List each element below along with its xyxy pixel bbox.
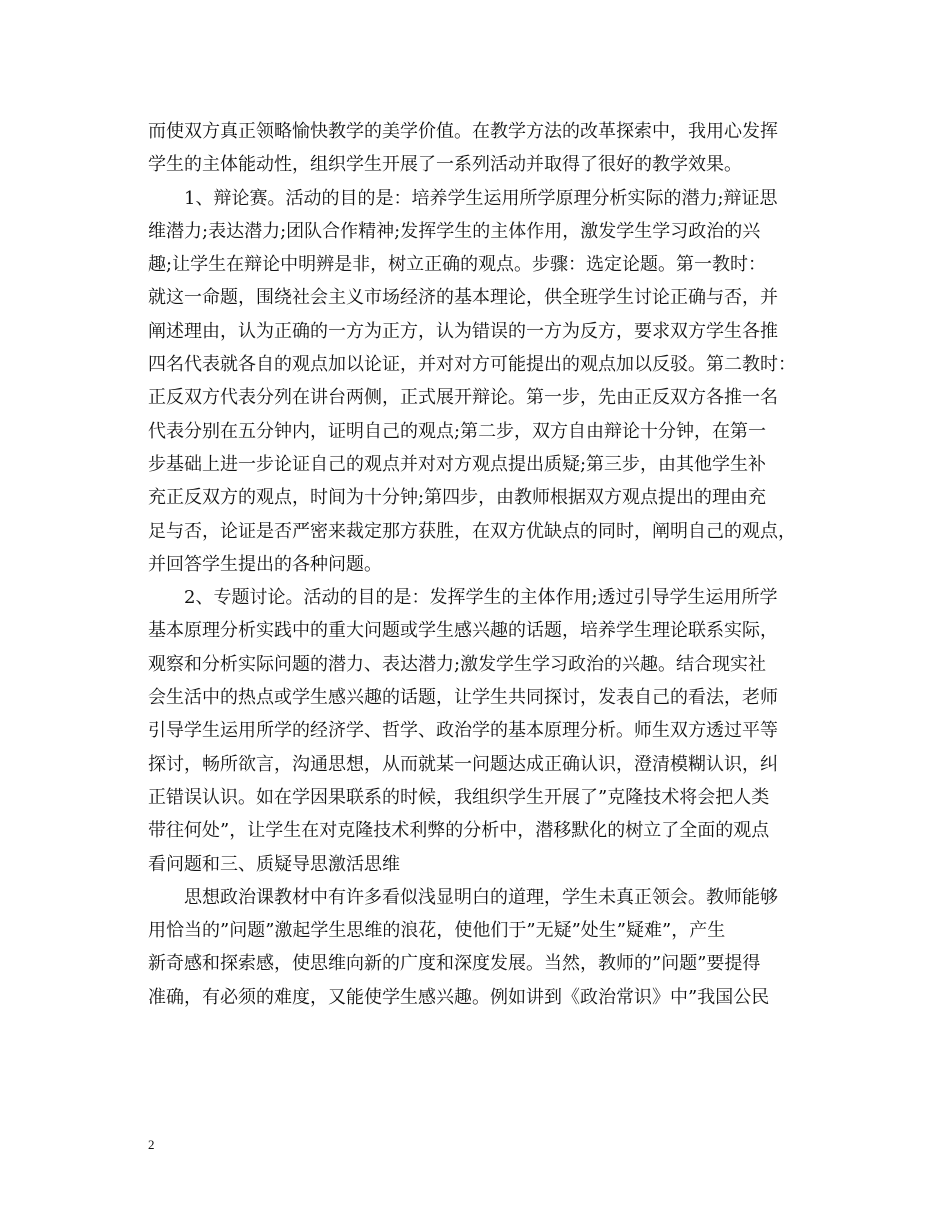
text-line: 四名代表就各自的观点加以论证，并对对方可能提出的观点加以反驳。第二教时： <box>148 354 796 376</box>
text-line: 探讨，畅所欲言，沟通思想，从而就某一问题达成正确认识，澄清模糊认识，纠 <box>148 753 778 775</box>
text-line: 观察和分析实际问题的潜力、表达潜力;激发学生学习政治的兴趣。结合现实社 <box>148 653 767 675</box>
text-line: 就这一命题，围绕社会主义市场经济的基本理论，供全班学生讨论正确与否，并 <box>148 287 778 309</box>
text-line: 用恰当的”问题”激起学生思维的浪花，使他们于”无疑”处生”疑难”，产生 <box>148 920 726 942</box>
text-line: 正反双方代表分列在讲台两侧，正式展开辩论。第一步，先由正反双方各推一名 <box>148 387 778 409</box>
text-line: 而使双方真正领略愉快教学的美学价值。在教学方法的改革探索中，我用心发挥 <box>148 121 778 142</box>
text-line: 充正反双方的观点，时间为十分钟;第四步，由教师根据双方观点提出的理由充 <box>148 487 767 509</box>
paragraph-start-line: 2、专题讨论。活动的目的是：发挥学生的主体作用;透过引导学生运用所学 <box>184 587 778 609</box>
text-line: 带往何处”，让学生在对克隆技术利弊的分析中，潜移默化的树立了全面的观点 <box>148 820 770 842</box>
text-line: 学生的主体能动性，组织学生开展了一系列活动并取得了很好的教学效果。 <box>148 154 742 176</box>
text-line: 引导学生运用所学的经济学、哲学、政治学的基本原理分析。师生双方透过平等 <box>148 720 778 742</box>
text-line: 维潜力;表达潜力;团队合作精神;发挥学生的主体作用，激发学生学习政治的兴 <box>148 220 761 242</box>
text-line: 基本原理分析实践中的重大问题或学生感兴趣的话题，培养学生理论联系实际， <box>148 620 778 642</box>
text-line: 新奇感和探索感，使思维向新的广度和深度发展。当然，教师的”问题”要提得 <box>148 953 761 975</box>
text-line: 阐述理由，认为正确的一方为正方，认为错误的一方为反方，要求双方学生各推 <box>148 320 778 342</box>
text-line: 并回答学生提出的各种问题。 <box>148 553 382 575</box>
text-line: 足与否，论证是否严密来裁定那方获胜，在双方优缺点的同时，阐明自己的观点， <box>148 520 796 542</box>
page-number: 2 <box>148 1137 155 1152</box>
text-line: 正错误认识。如在学因果联系的时候，我组织学生开展了”克隆技术将会把人类 <box>148 786 770 808</box>
text-line: 准确，有必须的难度，又能使学生感兴趣。例如讲到《政治常识》中”我国公民 <box>148 986 770 1008</box>
paragraph-start-line: 1、辩论赛。活动的目的是：培养学生运用所学原理分析实际的潜力;辩证思 <box>184 187 778 209</box>
text-line: 看问题和三、质疑导思激活思维 <box>148 853 400 875</box>
paragraph-start-line: 思想政治课教材中有许多看似浅显明白的道理，学生未真正领会。教师能够 <box>184 886 778 908</box>
text-line: 趣;让学生在辩论中明辨是非，树立正确的观点。步骤：选定论题。第一教时： <box>148 254 767 276</box>
document-body <box>148 115 808 1014</box>
text-line: 步基础上进一步论证自己的观点并对对方观点提出质疑;第三步，由其他学生补 <box>148 453 767 475</box>
text-line: 会生活中的热点或学生感兴趣的话题，让学生共同探讨，发表自己的看法，老师 <box>148 687 778 709</box>
text-line: 代表分别在五分钟内，证明自己的观点;第二步，双方自由辩论十分钟，在第一 <box>148 420 767 442</box>
